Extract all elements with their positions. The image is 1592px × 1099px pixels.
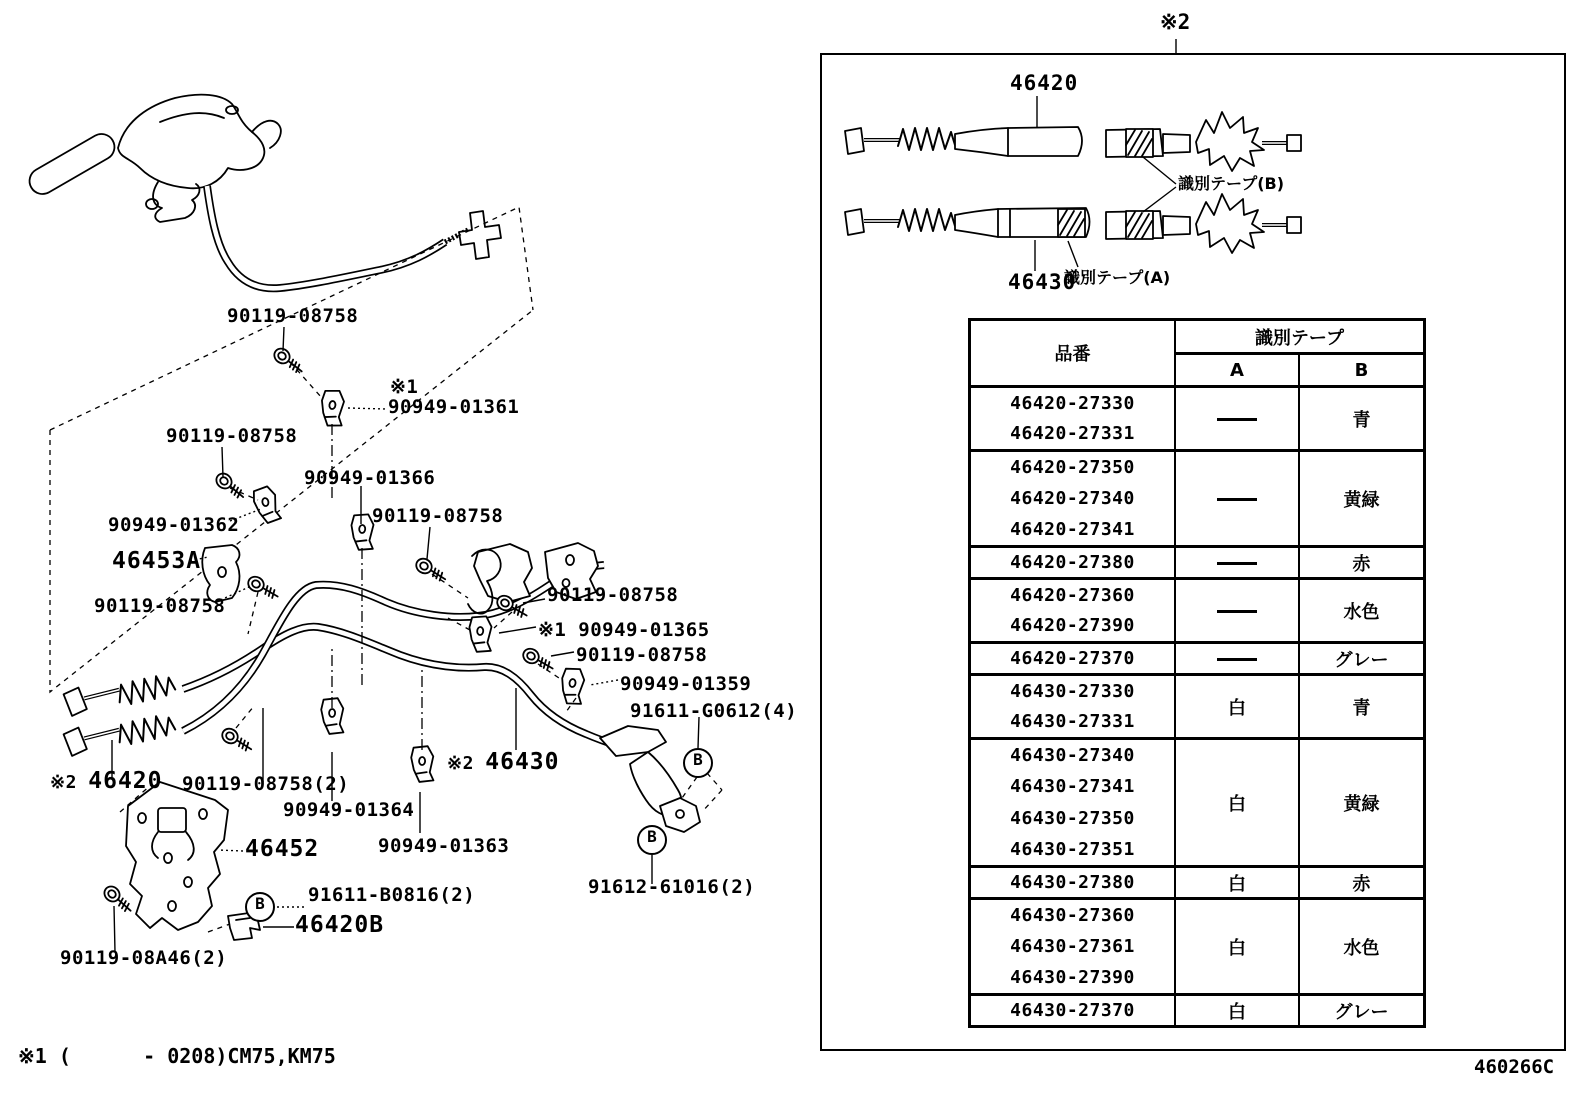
part-number-cell: 46430-27341: [970, 771, 1176, 803]
tape-b-label: 識別テープ(B): [1178, 174, 1285, 193]
part-callout-main: ※2 46430: [447, 749, 560, 775]
table-row: [970, 643, 1425, 675]
table-row: [970, 387, 1425, 419]
part-callout: ※1: [390, 376, 419, 398]
rear-equalizer-drawing: [600, 726, 700, 832]
col-header-part-number: 品番: [970, 320, 1176, 387]
tape-a-cell: [1175, 451, 1299, 547]
part-callout: 90949-01362: [108, 514, 240, 536]
col-header-tape-a: A: [1175, 354, 1299, 387]
tape-b-cell: グレー: [1299, 995, 1425, 1027]
part-number-cell: 46430-27351: [970, 835, 1176, 867]
part-callout: ※1 90949-01365: [538, 619, 710, 641]
panel-part-46420-label: 46420: [1010, 71, 1079, 95]
tape-b-cell: グレー: [1299, 643, 1425, 675]
part-number-cell: 46420-27341: [970, 515, 1176, 547]
part-number-cell: 46430-27380: [970, 867, 1176, 899]
tape-a-cell: 白: [1175, 675, 1299, 739]
tape-table: [968, 318, 1426, 1028]
table-row: [970, 579, 1425, 611]
tape-a-cell: [1175, 387, 1299, 451]
tape-a-cell: [1175, 579, 1299, 643]
tape-a-cell: [1175, 547, 1299, 579]
part-callout: 90119-08758: [227, 305, 359, 327]
tape-table-body: [970, 387, 1425, 1027]
part-callout-main: 46452: [245, 836, 320, 862]
table-row: [970, 867, 1425, 899]
part-number-cell: 46430-27370: [970, 995, 1176, 1027]
part-number-cell: 46430-27340: [970, 739, 1176, 771]
part-number-cell: 46420-27380: [970, 547, 1176, 579]
footnote: ※1 ( - 0208)CM75,KM75: [18, 1044, 336, 1068]
circled-mark-b: B: [683, 748, 713, 778]
part-number-cell: 46430-27330: [970, 675, 1176, 707]
tape-b-cell: 青: [1299, 387, 1425, 451]
tape-b-cell: 水色: [1299, 579, 1425, 643]
col-header-tape: 識別テープ: [1175, 320, 1425, 354]
part-number-cell: 46430-27331: [970, 707, 1176, 739]
part-number-cell: 46420-27331: [970, 419, 1176, 451]
table-row: [970, 451, 1425, 483]
tape-b-cell: 黄緑: [1299, 739, 1425, 867]
part-callout: 90949-01361: [388, 396, 520, 418]
part-number-cell: 46430-27360: [970, 899, 1176, 931]
table-row: [970, 547, 1425, 579]
document-number: 460266C: [1474, 1056, 1555, 1078]
part-callout-main: ※2 46420: [50, 768, 163, 794]
part-number-cell: 46420-27390: [970, 611, 1176, 643]
part-number-cell: 46420-27360: [970, 579, 1176, 611]
part-callout: 90119-08758: [576, 644, 708, 666]
part-number-cell: 46420-27330: [970, 387, 1176, 419]
tape-a-cell: [1175, 643, 1299, 675]
part-callout: 90119-08758: [547, 584, 679, 606]
part-callout: 91611-B0816(2): [308, 884, 476, 906]
part-callout-main: 46420B: [295, 912, 385, 938]
part-callout: 90119-08A46(2): [60, 947, 228, 969]
panel-ref-mark: ※2: [1160, 10, 1191, 34]
part-number-cell: 46420-27350: [970, 451, 1176, 483]
bracket-46452-drawing: [126, 782, 228, 930]
part-number-cell: 46430-27390: [970, 963, 1176, 995]
part-callout: 91612-61016(2): [588, 876, 756, 898]
table-row: [970, 675, 1425, 707]
table-row: [970, 739, 1425, 771]
tape-a-label: 識別テープ(A): [1064, 268, 1171, 287]
tape-b-cell: 赤: [1299, 867, 1425, 899]
tape-a-cell: 白: [1175, 739, 1299, 867]
brake-lever-drawing: [25, 95, 501, 289]
tape-a-cell: 白: [1175, 899, 1299, 995]
col-header-tape-b: B: [1299, 354, 1425, 387]
table-row: [970, 899, 1425, 931]
part-callout: 90119-08758: [166, 425, 298, 447]
part-number-cell: 46430-27361: [970, 931, 1176, 963]
tape-a-cell: 白: [1175, 995, 1299, 1027]
circled-mark-b: B: [245, 892, 275, 922]
tape-b-cell: 黄緑: [1299, 451, 1425, 547]
table-row: [970, 995, 1425, 1027]
tape-a-cell: 白: [1175, 867, 1299, 899]
part-callout: 90119-08758: [372, 505, 504, 527]
tape-b-cell: 水色: [1299, 899, 1425, 995]
clamp-46453a-drawing: [202, 545, 239, 602]
part-callout: 90949-01366: [304, 467, 436, 489]
part-callout-main: 46453A: [112, 548, 202, 574]
part-number-cell: 46430-27350: [970, 803, 1176, 835]
circled-mark-b: B: [637, 825, 667, 855]
part-callout: 91611-G0612(4): [630, 700, 798, 722]
part-callout: 90949-01359: [620, 673, 752, 695]
panel-part-46430-label: 46430: [1008, 270, 1077, 294]
tape-b-cell: 青: [1299, 675, 1425, 739]
part-callout: 90949-01363: [378, 835, 510, 857]
part-callout: 90949-01364: [283, 799, 415, 821]
part-number-cell: 46420-27370: [970, 643, 1176, 675]
tape-b-cell: 赤: [1299, 547, 1425, 579]
part-callout: 90119-08758: [94, 595, 226, 617]
part-callout: 90119-08758(2): [182, 773, 350, 795]
part-number-cell: 46420-27340: [970, 483, 1176, 515]
